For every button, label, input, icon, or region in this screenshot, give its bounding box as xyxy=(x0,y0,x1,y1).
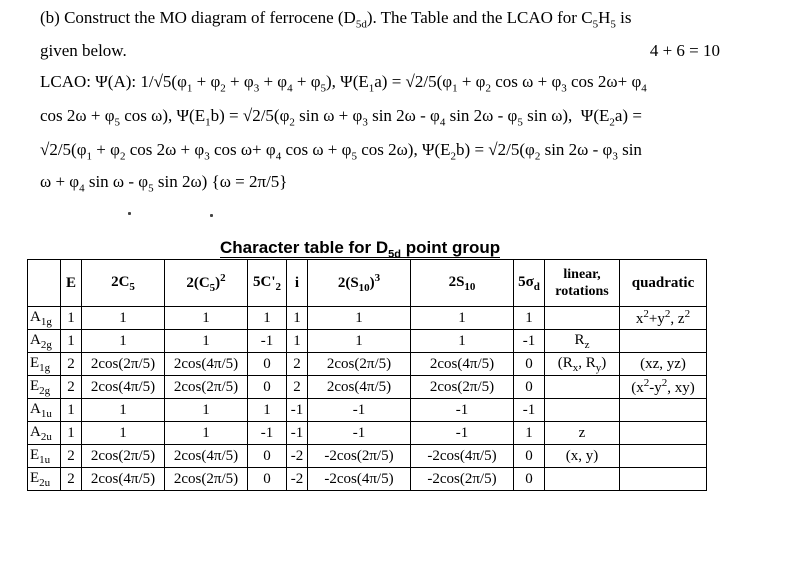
table-cell: 1 xyxy=(287,307,308,330)
quad-cell: (xz, yz) xyxy=(620,353,707,376)
rot-cell: $R_z$ xyxy=(545,330,620,353)
stray-mark xyxy=(210,214,213,217)
table-cell: -1 xyxy=(411,399,514,422)
table-cell: 0 xyxy=(248,353,287,376)
table-cell: -1 xyxy=(514,399,545,422)
rot-cell: (x, y) xyxy=(545,445,620,468)
lcao-line-2: $\cos 2\omega + \varphi_5$ cos ω), $\Psi(E_1b) = √2/5(\varphi_2$ $\sin \omega + \varphi_3$ $\sin 2\omega - \varphi_4$ $\sin 2\omega - \varphi_5$ sin ω), $\Psi(E_2a)$ = xyxy=(40,106,642,129)
header-quadratic: quadratic xyxy=(620,260,707,307)
header-i: i xyxy=(287,260,308,307)
table-cell: 2cos(2π/5) xyxy=(308,353,411,376)
table-cell: 1 xyxy=(308,307,411,330)
table-cell: -2 xyxy=(287,445,308,468)
quad-cell: $x^2+y^2$, $z^2$ xyxy=(620,307,707,330)
row-label-E2g: $E_{2g}$ xyxy=(28,376,61,399)
table-cell: -1 xyxy=(308,399,411,422)
table-cell: 2cos(4π/5) xyxy=(82,468,165,491)
table-cell: 0 xyxy=(514,445,545,468)
table-cell: 2cos(4π/5) xyxy=(165,353,248,376)
table-cell: -1 xyxy=(514,330,545,353)
table-cell: 1 xyxy=(82,307,165,330)
rot-cell xyxy=(545,376,620,399)
table-cell: 1 xyxy=(308,330,411,353)
table-cell: 2cos(4π/5) xyxy=(308,376,411,399)
table-cell: 1 xyxy=(61,307,82,330)
table-cell: -2 xyxy=(287,468,308,491)
rot-cell xyxy=(545,468,620,491)
table-cell: -1 xyxy=(248,422,287,445)
table-cell: -2cos(2π/5) xyxy=(308,445,411,468)
table-cell: 2cos(2π/5) xyxy=(82,445,165,468)
header-2C5-sq: $2(C_5)^2$ xyxy=(165,260,248,307)
table-cell: 1 xyxy=(165,422,248,445)
table-cell: 2 xyxy=(287,353,308,376)
header-blank xyxy=(28,260,61,307)
table-cell: -1 xyxy=(308,422,411,445)
table-cell: 1 xyxy=(165,399,248,422)
table-cell xyxy=(545,307,620,330)
quad-cell: ($x^2-y^2$, xy) xyxy=(620,376,707,399)
table-cell: 2 xyxy=(61,353,82,376)
table-cell: 2 xyxy=(61,445,82,468)
table-cell: 1 xyxy=(61,399,82,422)
rot-cell: ($R_x$, $R_y$) xyxy=(545,353,620,376)
table-cell: 1 xyxy=(411,307,514,330)
table-cell: 1 xyxy=(61,422,82,445)
table-cell: -1 xyxy=(287,399,308,422)
question-line-2 xyxy=(40,41,720,61)
table-row xyxy=(28,468,707,491)
table-cell: 2cos(4π/5) xyxy=(82,376,165,399)
header-linear-rotations: linear, rotations xyxy=(545,260,620,307)
table-cell: -1 xyxy=(411,422,514,445)
table-cell: 0 xyxy=(248,445,287,468)
table-caption: Character table for $D_{5d}$ point group xyxy=(220,238,501,261)
row-label-A2g: $A_{2g}$ xyxy=(28,330,61,353)
rot-cell xyxy=(545,399,620,422)
table-cell: 1 xyxy=(82,330,165,353)
row-label-A2u: $A_{2u}$ xyxy=(28,422,61,445)
row-label-E1u: $E_{1u}$ xyxy=(28,445,61,468)
table-row xyxy=(28,307,707,330)
table-cell: 2cos(4π/5) xyxy=(411,353,514,376)
table-cell: 1 xyxy=(248,307,287,330)
table-cell: 0 xyxy=(514,353,545,376)
given-below-text: given below. xyxy=(40,41,127,60)
points-text: 4 + 6 = 10 xyxy=(649,41,720,60)
table-cell: 2 xyxy=(61,468,82,491)
character-table xyxy=(27,259,707,491)
table-cell: 2cos(2π/5) xyxy=(82,353,165,376)
stray-mark xyxy=(128,212,131,215)
lcao-line-1: LCAO: Ψ(A): $1/√5(\varphi_1 + \varphi_2 + \varphi_3 + \varphi_4 + \varphi_5)$, $\Psi(E_1a) = √2/5(\varphi_1 + \varphi_2$ $\cos \omega + \varphi_3$ $\cos 2\omega+ \varphi_4$ xyxy=(40,72,647,95)
header-E: E xyxy=(61,260,82,307)
lcao-line-3: $√2/5(\varphi_1 + \varphi_2$ $\cos 2\omega + \varphi_3$ $\cos \omega+ \varphi_4$ $\cos \omega + \varphi_5$ cos 2ω), $\Psi(E_2b) = √2/5(\varphi_2$ $\sin 2\omega - \varphi_3$ sin xyxy=(40,140,642,163)
header-2S10-cube: $2(S_{10})^3$ xyxy=(308,260,411,307)
quad-cell xyxy=(620,422,707,445)
row-label-E1g: $E_{1g}$ xyxy=(28,353,61,376)
header-2C5: $2C_5$ xyxy=(82,260,165,307)
table-cell: 1 xyxy=(411,330,514,353)
table-cell: 1 xyxy=(61,330,82,353)
header-5C2: $5C'_2$ xyxy=(248,260,287,307)
table-header-row xyxy=(28,260,707,307)
table-cell: 0 xyxy=(514,376,545,399)
table-row xyxy=(28,353,707,376)
table-cell: -2cos(4π/5) xyxy=(308,468,411,491)
table-cell: 1 xyxy=(82,422,165,445)
table-cell: 1 xyxy=(82,399,165,422)
table-cell: 0 xyxy=(248,468,287,491)
table-row xyxy=(28,330,707,353)
quad-cell xyxy=(620,330,707,353)
table-row xyxy=(28,376,707,399)
table-row xyxy=(28,445,707,468)
table-cell: -1 xyxy=(287,422,308,445)
table-row xyxy=(28,422,707,445)
quad-cell xyxy=(620,468,707,491)
table-cell: 2cos(2π/5) xyxy=(165,376,248,399)
table-cell: 1 xyxy=(165,330,248,353)
table-cell: 1 xyxy=(514,422,545,445)
table-cell: 0 xyxy=(248,376,287,399)
table-cell: 1 xyxy=(248,399,287,422)
quad-cell xyxy=(620,445,707,468)
table-cell: 1 xyxy=(514,307,545,330)
table-cell: 1 xyxy=(165,307,248,330)
question-line-1: (b) Construct the MO diagram of ferrocene $(D_{5d})$. The Table and the LCAO for $C_5H_5$ is xyxy=(40,8,632,31)
table-cell: -2cos(4π/5) xyxy=(411,445,514,468)
header-2S10: $2S_{10}$ xyxy=(411,260,514,307)
table-cell: 0 xyxy=(514,468,545,491)
lcao-line-4: $\omega + \varphi_4$ sin ω - $\varphi_5$ sin 2ω) {ω = 2π/5} xyxy=(40,172,288,195)
quad-cell xyxy=(620,399,707,422)
row-label-E2u: $E_{2u}$ xyxy=(28,468,61,491)
row-label-A1u: $A_{1u}$ xyxy=(28,399,61,422)
table-row xyxy=(28,399,707,422)
rot-cell: z xyxy=(545,422,620,445)
table-cell: 2 xyxy=(61,376,82,399)
table-cell: 2 xyxy=(287,376,308,399)
table-cell: 1 xyxy=(287,330,308,353)
table-cell: -2cos(2π/5) xyxy=(411,468,514,491)
table-cell: 2cos(4π/5) xyxy=(165,445,248,468)
row-label-A1g: $A_{1g}$ xyxy=(28,307,61,330)
table-cell: 2cos(2π/5) xyxy=(411,376,514,399)
table-cell: -1 xyxy=(248,330,287,353)
header-5sigma-d: $5\sigma_d$ xyxy=(514,260,545,307)
table-cell: 2cos(2π/5) xyxy=(165,468,248,491)
